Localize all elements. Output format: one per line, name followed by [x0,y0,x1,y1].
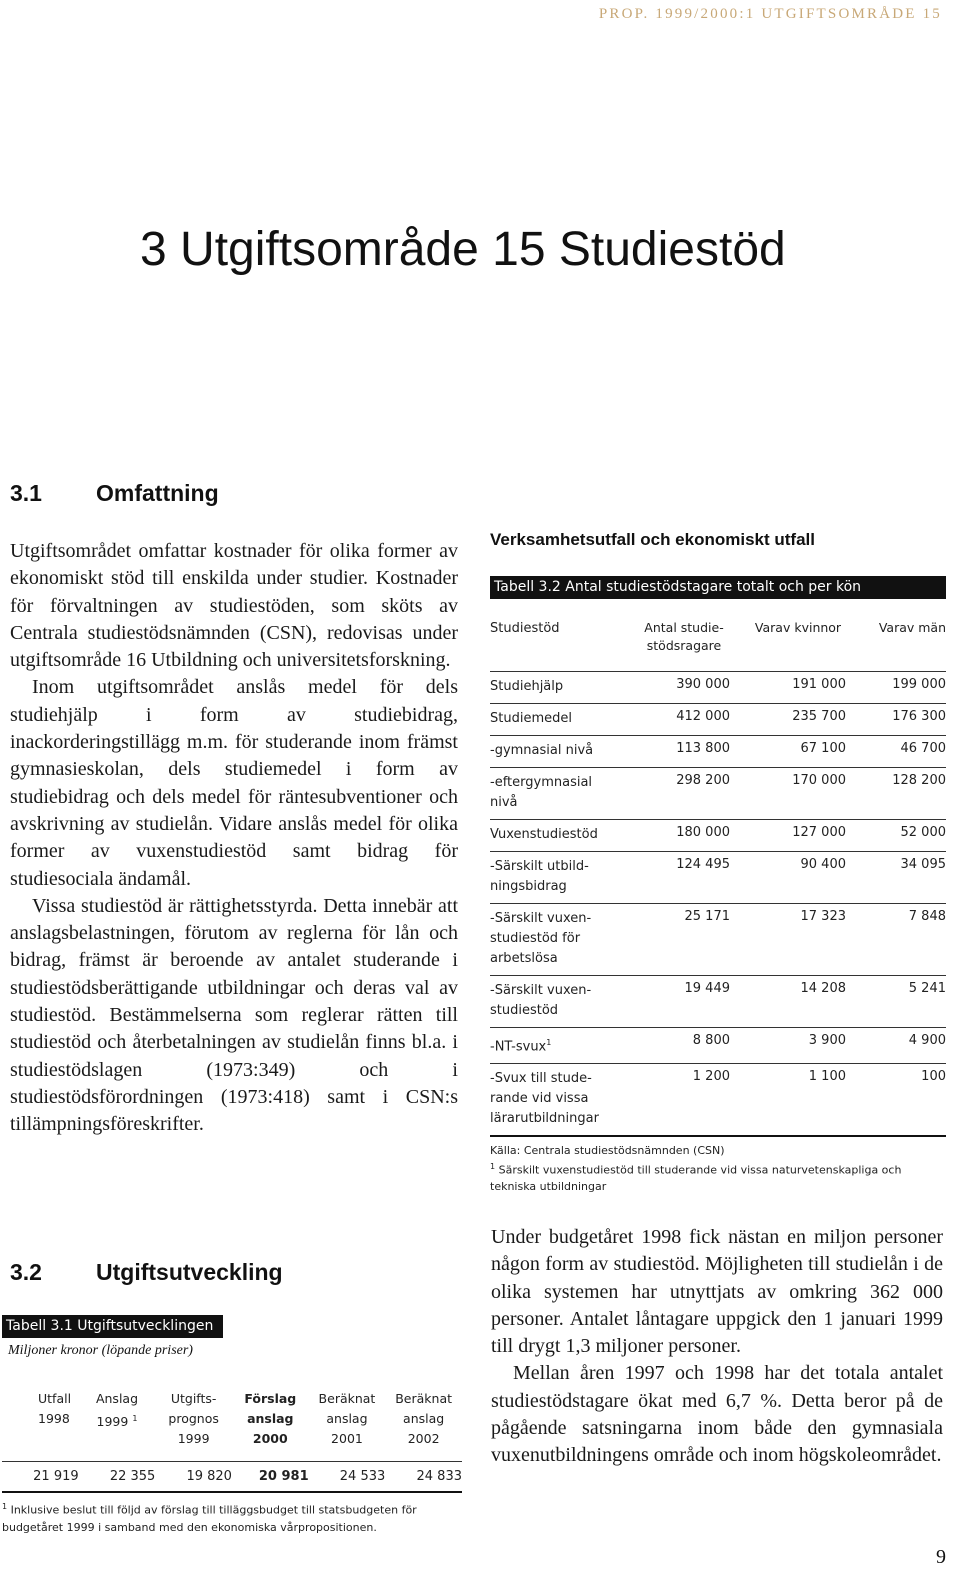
table-row [490,852,946,904]
table-row [490,704,946,736]
table-31-block [2,1315,462,1536]
cell-men: 199 000 [858,672,946,704]
cell-men: 176 300 [858,704,946,736]
cell-men: 52 000 [858,820,946,852]
footnote-text: Inklusive beslut till följd av förslag till tilläggsbudget till statsbudgeten för budgetåret 1999 i samband med den ekonomiska vårpropositionen. [2,1503,417,1534]
right-column-body [491,1224,943,1470]
footnote-mark: 1 [132,1414,138,1423]
table-row [490,736,946,768]
subsection-heading: Verksamhetsutfall och ekonomiskt utfall [490,530,815,549]
column-header: Varav män [878,620,946,635]
cell-total: 412 000 [630,704,738,736]
row-label: -Särskilt vuxen- studiestöd för arbetslösa [490,904,630,976]
row-label: Studiehjälp [490,672,630,704]
cell-women: 170 000 [738,768,858,820]
table-row [490,672,946,704]
table-caption: Tabell 3.2 Antal studiestödstagare totalt och per kön [490,576,946,599]
table-row [490,1064,946,1137]
paragraph: Utgiftsområdet omfattar kostnader för olika former av ekonomiskt stöd till enskilda under studier. Kostnader för förvaltningen av studiestöden, som sköts av Centrala studiestödsnämnden (CSN), redovisas under utgiftsområde 16 Utbildning och universitetsforskning. [10,540,458,672]
paragraph: Inom utgiftsområdet anslås medel för dels studiehjälp i form av studiebidrag, inackorderingstillägg m.m. för studerande inom främst gymnasieskolan, dels studiemedel i form av studiebidrag och dels medel för räntesubventioner och avskrivning av studielån. Vidare anslås medel för olika former av vuxenstudiestöd samt bidrag för studiesociala ändamål. [10,676,458,890]
column-header: Beräknat anslag 2002 [395,1391,453,1446]
cell-total: 298 200 [630,768,738,820]
section-number: 3.1 [10,480,42,506]
table-cell: 19 820 [155,1462,232,1493]
table-row [490,1028,946,1064]
cell-women: 127 000 [738,820,858,852]
row-label: -Särskilt vuxen- studiestöd [490,976,630,1028]
cell-men: 7 848 [858,904,946,976]
column-header: Varav kvinnor [754,620,842,635]
chapter-title: 3 Utgiftsområde 15 Studiestöd [140,223,786,276]
column-header-line: Antal studie- [644,620,724,635]
column-header: Förslag anslag 2000 [244,1391,297,1446]
table-header-row [2,1371,462,1462]
table-source: Källa: Centrala studiestödsnämnden (CSN) [490,1144,725,1158]
expenditure-table [2,1371,462,1493]
cell-men: 100 [858,1064,946,1137]
cell-total: 124 495 [630,852,738,904]
row-label: -NT-svux$^1$ [490,1028,630,1064]
cell-men: 4 900 [858,1028,946,1064]
page-number: 9 [936,1546,946,1568]
table-subtitle: Miljoner kronor (löpande priser) [8,1343,193,1358]
cell-women: 14 208 [738,976,858,1028]
footnote-mark: 1 [2,1502,8,1511]
column-header: Anslag 1999 $^1$ [95,1391,139,1430]
cell-total: 390 000 [630,672,738,704]
column-header: Studiestöd [490,621,560,636]
section-31-body [10,538,458,1139]
table-cell: 24 533 [309,1462,386,1493]
table-row [490,976,946,1028]
section-title: Utgiftsutveckling [96,1259,283,1285]
table-cell: 20 981 [232,1462,309,1493]
row-label: -gymnasial nivå [490,736,630,768]
section-title: Omfattning [96,480,219,506]
cell-men: 46 700 [858,736,946,768]
footnote-mark: 1 [546,1038,552,1047]
cell-total: 113 800 [630,736,738,768]
cell-women: 67 100 [738,736,858,768]
student-aid-table [490,599,946,1137]
table-row [490,768,946,820]
cell-men: 5 241 [858,976,946,1028]
cell-men: 34 095 [858,852,946,904]
table-row [490,820,946,852]
column-header-line: stödsragare [646,638,722,653]
cell-women: 90 400 [738,852,858,904]
cell-men: 128 200 [858,768,946,820]
column-header: Utfall 1998 [38,1391,72,1426]
row-label: -eftergymnasial nivå [490,768,630,820]
table-row [2,1462,462,1493]
cell-women: 17 323 [738,904,858,976]
table-footnote [490,1159,946,1195]
paragraph: Vissa studiestöd är rättighetsstyrda. Detta innebär att anslagsbelastningen, förutom av reglerna för lån och bidrag, främst är beroende av antalet studerande i studiestödsberättigande utbildningar och deras val av studiestöd. Bestämmelserna som reglerar rätten till studiestöd och återbetalningen av studielån finns bl.a. i studiestödslagen (1973:349) och i studiestödsförordningen (1973:418) samt i CSN:s tillämpningsföreskrifter. [10,894,458,1136]
paragraph: Mellan åren 1997 och 1998 har det totala antalet studiestödstagare ökat med 6,7 %. Detta beror på de pågående satsningarna inom både den gymnasiala vuxenutbildningens område och inom högskoleområdet. [491,1362,943,1467]
cell-total: 1 200 [630,1064,738,1137]
column-header: Utgifts- prognos 1999 [168,1391,219,1446]
footnote-text: Särskilt vuxenstudiestöd till studerande vid vissa naturvetenskapliga och tekniska utbildningar [490,1163,902,1193]
cell-women: 3 900 [738,1028,858,1064]
cell-total: 8 800 [630,1028,738,1064]
cell-women: 235 700 [738,704,858,736]
table-header-row [490,599,946,672]
table-32-block [490,530,946,1195]
row-label: Studiemedel [490,704,630,736]
table-footnote [2,1498,462,1536]
column-header [630,599,738,672]
running-header: PROP. 1999/2000:1 UTGIFTSOMRÅDE 15 [598,6,942,22]
table-cell: 24 833 [385,1462,462,1493]
table-cell: 21 919 [2,1462,79,1493]
footnote-mark: 1 [490,1162,496,1172]
table-row [490,904,946,976]
row-label: Vuxenstudiestöd [490,820,630,852]
section-heading-utgiftsutveckling [10,1259,283,1286]
cell-total: 19 449 [630,976,738,1028]
cell-women: 1 100 [738,1064,858,1137]
section-heading-omfattning [10,480,219,507]
table-cell: 22 355 [79,1462,156,1493]
table-caption: Tabell 3.1 Utgiftsutvecklingen [2,1315,223,1338]
column-header: Beräknat anslag 2001 [318,1391,376,1446]
cell-women: 191 000 [738,672,858,704]
row-label: -Särskilt utbild- ningsbidrag [490,852,630,904]
row-label: -Svux till stude- rande vid vissa lärarutbildningar [490,1064,630,1137]
cell-total: 25 171 [630,904,738,976]
table-notes [490,1143,946,1195]
section-number: 3.2 [10,1259,42,1285]
cell-total: 180 000 [630,820,738,852]
paragraph: Under budgetåret 1998 fick nästan en miljon personer någon form av studiestöd. Möjligheten till studielån i de olika systemen har utnyttjats av omkring 362 000 personer. Antalet låntagare uppgick den 1 januari 1999 till drygt 1,3 miljoner personer. [491,1226,943,1358]
